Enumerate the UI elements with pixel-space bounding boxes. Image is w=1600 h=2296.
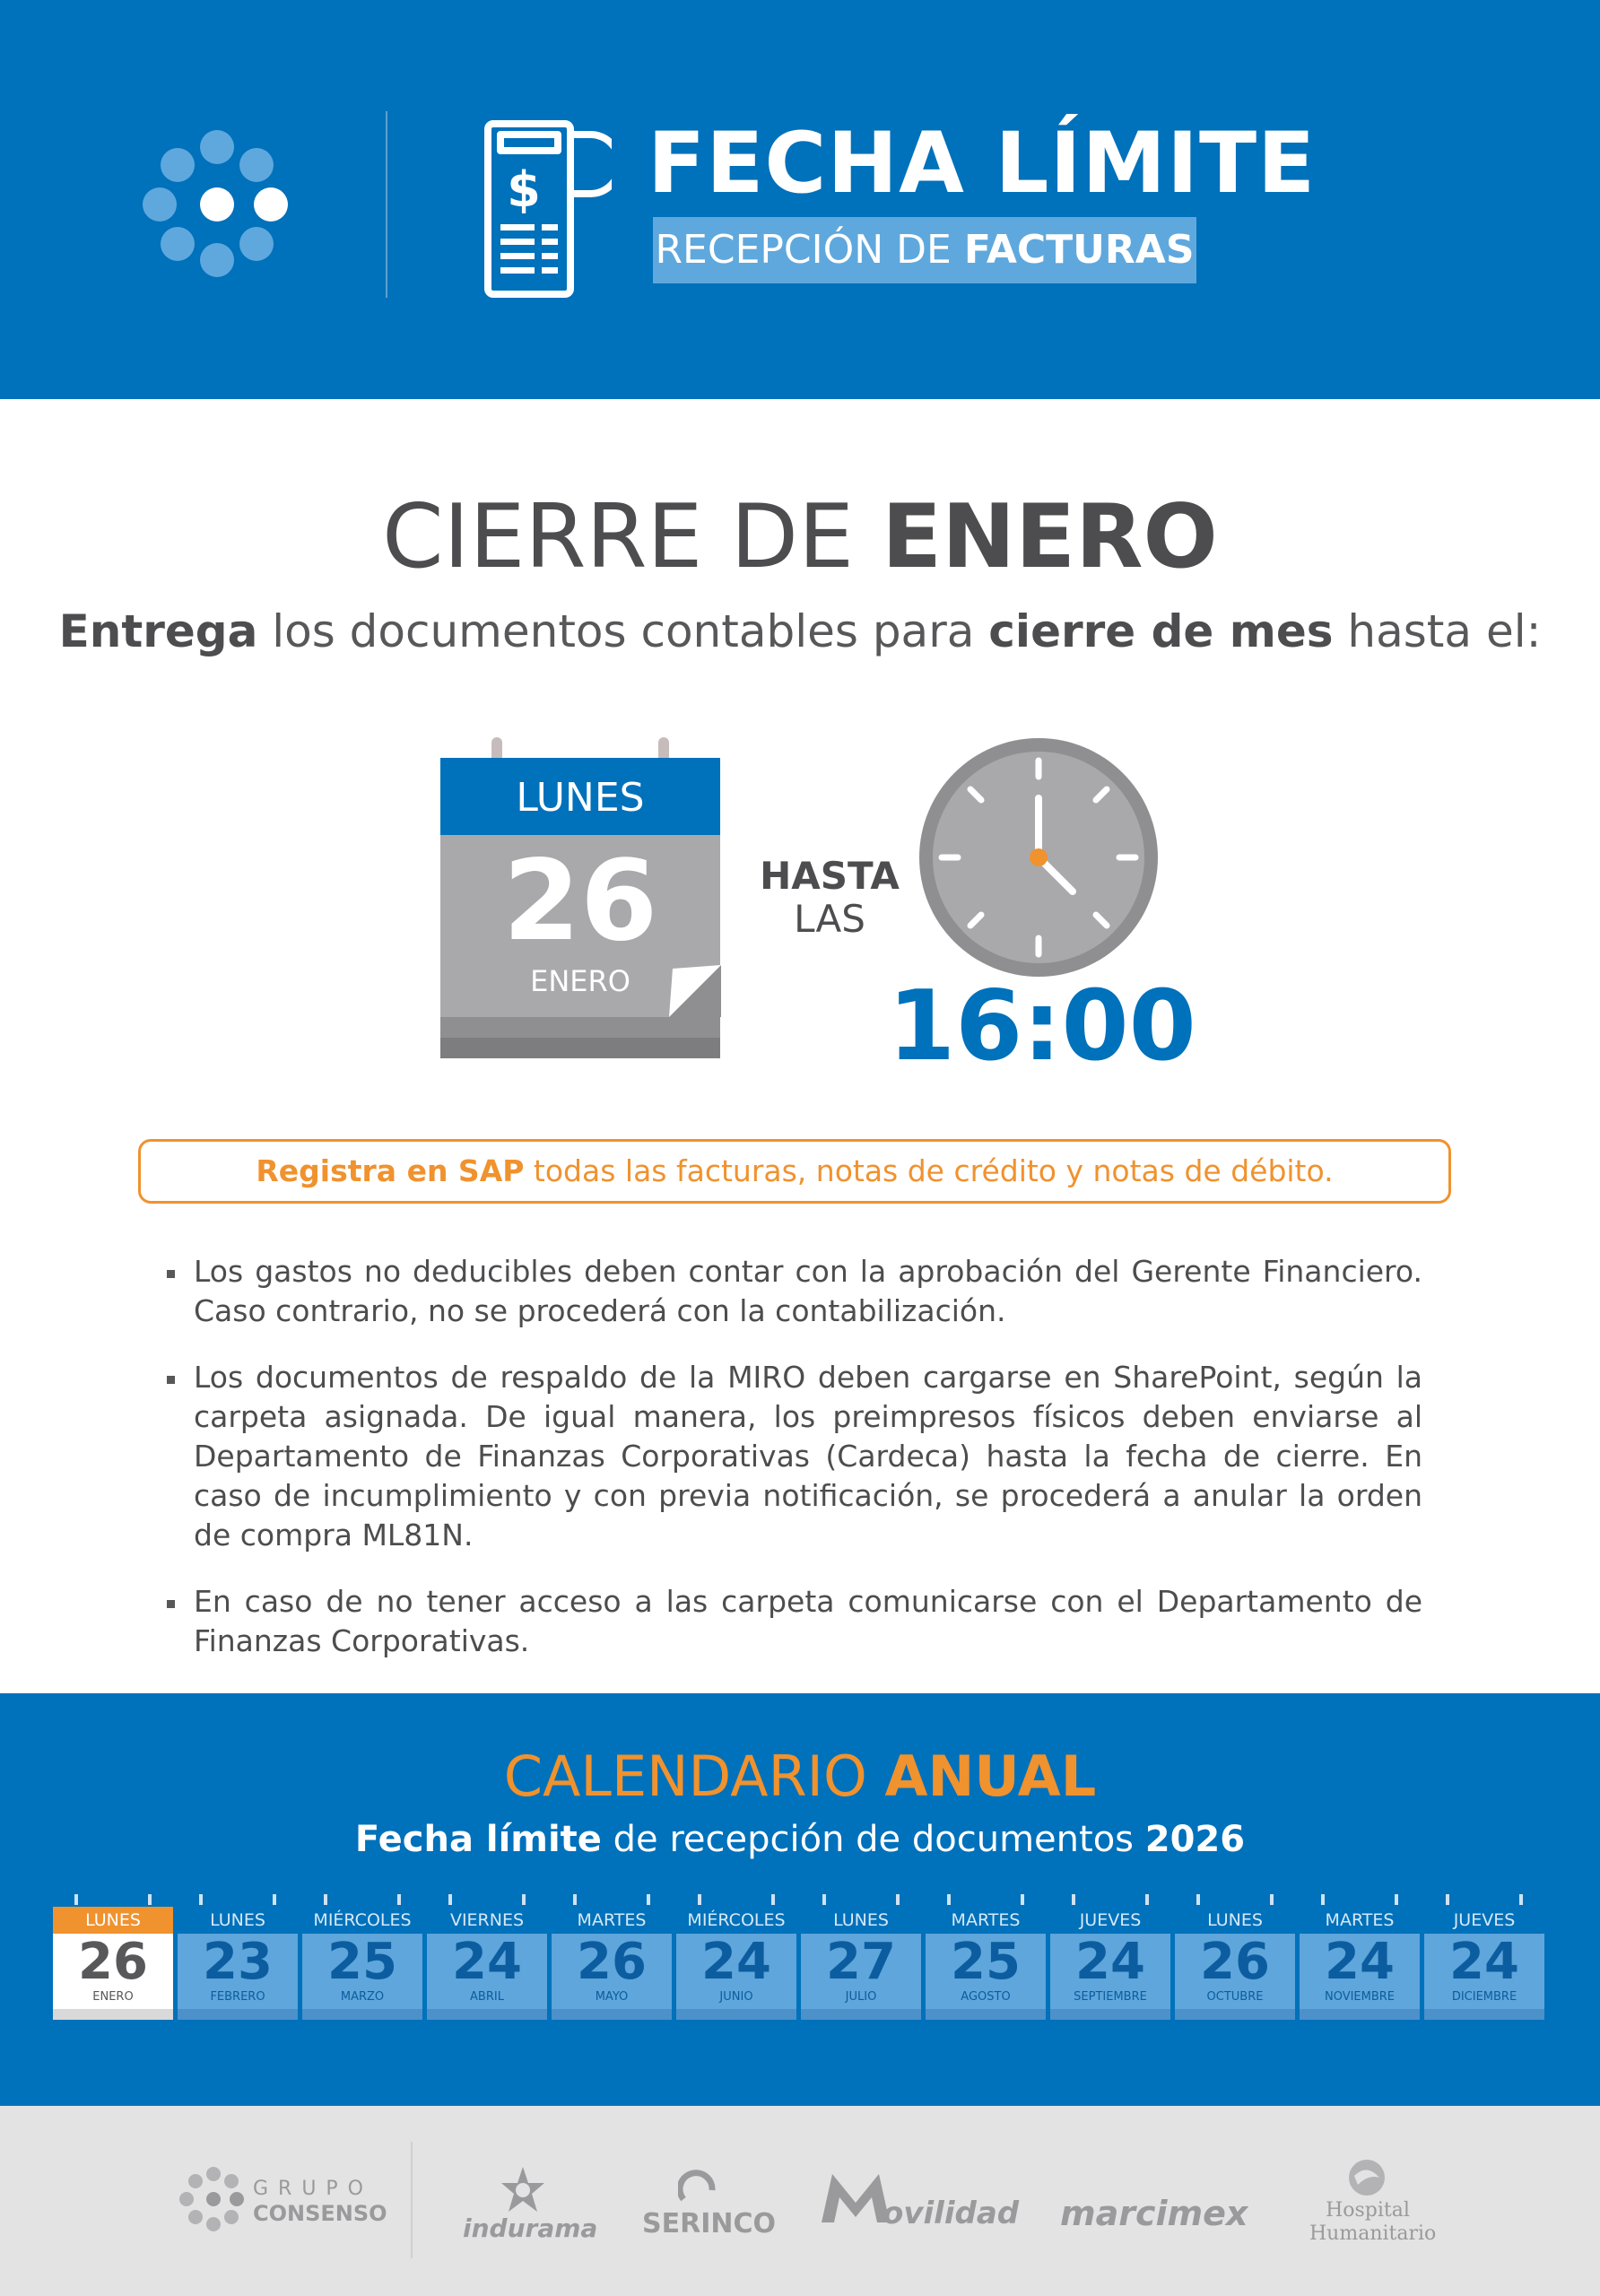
- month-weekday: LUNES: [1207, 1910, 1263, 1930]
- movilidad-label: ovilidad: [883, 2196, 1020, 2231]
- month-day: 23: [203, 1933, 273, 1991]
- month-name: OCTUBRE: [1206, 1990, 1264, 2004]
- month-card-julio: [801, 1894, 921, 2029]
- indurama-label: indurama: [463, 2213, 598, 2243]
- svg-text:$: $: [507, 161, 541, 218]
- list-item: Los documentos de respaldo de la MIRO deben cargarse en SharePoint, según la carpeta asignada. De igual manera, los preimpresos físicos deben enviarse al Departamento de Finanzas Corporativas (Cardeca) hasta la fecha de cierre. En caso de incumplimiento y con previa notificación, se procederá a anular la orden de compra ML81N.: [167, 1358, 1422, 1555]
- intro-text-4: hasta el:: [1347, 605, 1542, 657]
- month-day: 26: [78, 1933, 148, 1991]
- month-card-marzo: [302, 1894, 422, 2029]
- month-card-octubre: [1175, 1894, 1295, 2029]
- month-card-mayo: [552, 1894, 672, 2029]
- sap-note-bold: Registra en SAP: [256, 1153, 525, 1188]
- month-name: FEBRERO: [210, 1990, 265, 2004]
- calendar-day: 26: [502, 837, 658, 966]
- page-title-bold: ENERO: [882, 486, 1218, 588]
- month-weekday: MIÉRCOLES: [687, 1910, 786, 1930]
- header-title: FECHA LÍMITE: [648, 115, 1317, 213]
- grupo-label: G R U P O: [253, 2178, 365, 2200]
- month-day: 24: [452, 1933, 522, 1991]
- hospital-label-2: Humanitario: [1309, 2222, 1437, 2245]
- month-card-agosto: [926, 1894, 1046, 2029]
- month-name: MAYO: [595, 1990, 629, 2004]
- header-divider: [386, 111, 387, 298]
- month-day: 25: [327, 1933, 397, 1991]
- month-card-abril: [427, 1894, 547, 2029]
- month-card-diciembre: [1424, 1894, 1544, 2029]
- month-name: ENERO: [92, 1990, 134, 2004]
- calendar-month: ENERO: [530, 964, 630, 998]
- month-name: MARZO: [340, 1990, 385, 2004]
- annual-subtitle-year: 2026: [1144, 1819, 1246, 1860]
- month-weekday: MARTES: [1325, 1910, 1395, 1930]
- sap-note-text: todas las facturas, notas de crédito y notas de débito.: [533, 1153, 1334, 1188]
- annual-subtitle-regular: de recepción de documentos: [613, 1819, 1135, 1860]
- receipt-icon: [481, 117, 612, 301]
- month-day: 25: [951, 1933, 1021, 1991]
- footer-divider: [411, 2142, 413, 2258]
- consenso-label: CONSENSO: [253, 2201, 387, 2226]
- month-name: AGOSTO: [961, 1990, 1011, 2004]
- grupo-consenso-logo-icon: [178, 2165, 249, 2233]
- consenso-dots-logo: [135, 126, 305, 287]
- month-weekday: JUEVES: [1453, 1910, 1516, 1930]
- hospital-label-1: Hospital: [1326, 2199, 1410, 2222]
- header-subtitle-regular: RECEPCIÓN DE: [655, 227, 952, 273]
- month-weekday: LUNES: [210, 1910, 265, 1930]
- month-weekday: MIÉRCOLES: [313, 1910, 412, 1930]
- month-weekday: LUNES: [833, 1910, 889, 1930]
- intro-text-2: los documentos contables para: [272, 605, 975, 657]
- hasta-label: HASTA: [760, 854, 900, 898]
- indurama-logo-icon: [498, 2167, 548, 2213]
- month-name: SEPTIEMBRE: [1074, 1990, 1147, 2004]
- annual-subtitle: [0, 1819, 1600, 1860]
- month-name: ABRIL: [470, 1990, 504, 2004]
- month-day: 26: [577, 1933, 647, 1991]
- marcimex-label: marcimex: [1060, 2194, 1248, 2233]
- month-card-enero: [53, 1894, 173, 2029]
- month-name: JULIO: [845, 1990, 877, 2004]
- header-subtitle: [653, 217, 1196, 283]
- month-card-septiembre: [1050, 1894, 1170, 2029]
- sap-note: [138, 1139, 1451, 1204]
- intro-bold-1: Entrega: [58, 605, 258, 657]
- serinco-logo-icon: [678, 2167, 717, 2203]
- month-weekday: MARTES: [951, 1910, 1021, 1930]
- rules-list: [167, 1252, 1422, 1688]
- month-name: DICIEMBRE: [1451, 1990, 1517, 2004]
- month-name: JUNIO: [719, 1990, 753, 2004]
- list-item: En caso de no tener acceso a las carpeta comunicarse con el Departamento de Finanzas Corporativas.: [167, 1582, 1422, 1661]
- month-day: 24: [701, 1933, 771, 1991]
- intro-bold-3: cierre de mes: [988, 605, 1334, 657]
- hospital-logo-icon: [1345, 2158, 1388, 2197]
- page-title: [0, 486, 1600, 588]
- annual-title-bold: ANUAL: [884, 1744, 1097, 1809]
- month-card-febrero: [178, 1894, 298, 2029]
- month-name: NOVIEMBRE: [1324, 1990, 1396, 2004]
- serinco-label: SERINCO: [642, 2208, 776, 2239]
- month-day: 24: [1449, 1933, 1519, 1991]
- monthly-deadlines: [53, 1894, 1547, 2029]
- calendar-base-shadow: [440, 1038, 720, 1058]
- intro-text: [0, 605, 1600, 657]
- annual-title-regular: CALENDARIO: [503, 1744, 867, 1809]
- list-item: Los gastos no deducibles deben contar con la aprobación del Gerente Financiero. Caso contrario, no se procederá con la contabilización.: [167, 1252, 1422, 1331]
- page-title-regular: CIERRE DE: [382, 486, 855, 588]
- month-day: 24: [1325, 1933, 1395, 1991]
- month-card-junio: [676, 1894, 796, 2029]
- month-weekday: VIERNES: [449, 1910, 525, 1930]
- calendar-weekday: LUNES: [440, 758, 720, 835]
- deadline-time: 16:00: [888, 970, 1196, 1083]
- month-day: 26: [1200, 1933, 1270, 1991]
- las-label: LAS: [794, 897, 865, 941]
- clock-icon: [917, 735, 1161, 979]
- month-weekday: MARTES: [577, 1910, 647, 1930]
- header-subtitle-bold: FACTURAS: [963, 227, 1195, 273]
- month-weekday: LUNES: [53, 1907, 173, 1934]
- month-day: 27: [826, 1933, 896, 1991]
- month-weekday: JUEVES: [1079, 1910, 1142, 1930]
- month-day: 24: [1075, 1933, 1145, 1991]
- annual-title: [0, 1744, 1600, 1809]
- month-card-noviembre: [1300, 1894, 1420, 2029]
- annual-subtitle-bold: Fecha límite: [354, 1819, 602, 1860]
